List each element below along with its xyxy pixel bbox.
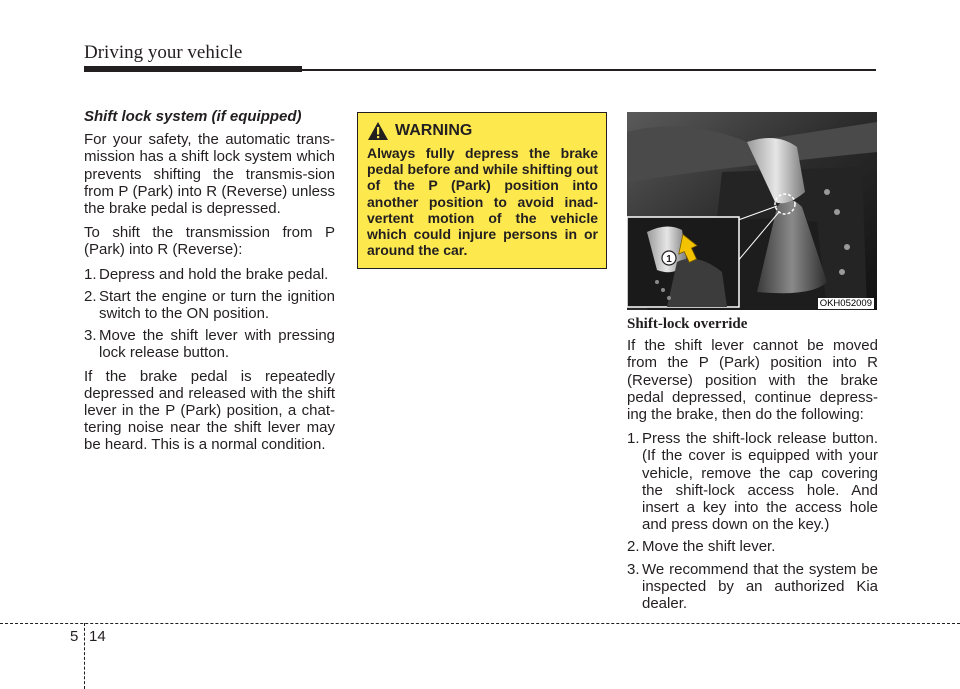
right-column: [627, 316, 878, 618]
override-subtitle: Shift-lock override: [627, 316, 748, 332]
warning-triangle-icon: [367, 121, 389, 141]
list-item: [84, 288, 335, 322]
footer-rule: [0, 623, 960, 624]
step-text: Press the shift-lock release button. (If the cover is equipped with your vehicle, remove the cap covering the shift-lock access hole. And insert a key into the access hole and press down on the key.): [642, 430, 878, 534]
step-text: Start the engine or turn the ignition switch to the ON position.: [99, 287, 335, 323]
callout-number: 1: [666, 254, 672, 265]
header-bar: [84, 66, 302, 72]
step-number: 2.: [84, 287, 97, 305]
warning-box: [357, 112, 607, 269]
list-item: [84, 327, 335, 361]
step-number: 3.: [84, 327, 97, 345]
list-item: [627, 430, 878, 533]
step-number: 3.: [627, 560, 640, 578]
chapter-number: 5: [70, 628, 79, 645]
footer-divider: [84, 623, 85, 689]
header-rule: [302, 69, 876, 71]
list-item: [84, 266, 335, 283]
page-header-title: Driving your vehicle: [84, 42, 243, 63]
page-number: 14: [89, 628, 106, 645]
step-number: 2.: [627, 538, 640, 556]
left-column: [84, 108, 335, 461]
shift-lever-photo: [627, 112, 877, 310]
warning-title: WARNING: [395, 122, 473, 139]
step-text: Depress and hold the brake pedal.: [99, 265, 329, 283]
section-title: Shift lock system (if equipped): [84, 108, 302, 125]
list-item: [627, 561, 878, 613]
step-text: Move the shift lever.: [642, 538, 776, 556]
override-steps-list: [627, 430, 878, 612]
warning-header: [367, 121, 598, 141]
override-paragraph: If the shift lever cannot be moved from the P (Park) position into R (Reverse) position with the brake pedal depressed, continue depress-ing the brake, then do the following:: [627, 337, 878, 424]
shift-lever-illustration: [627, 112, 877, 310]
shift-steps-list: [84, 266, 335, 362]
step-number: 1.: [84, 265, 97, 283]
step-text: We recommend that the system be inspected by an authorized Kia dealer.: [642, 560, 878, 613]
closing-paragraph: If the brake pedal is repeatedly depressed and released with the shift lever in the P (Park) position, a chat-tering noise near the shift lever may be heard. This is a normal condition.: [84, 367, 335, 454]
list-item: [627, 538, 878, 555]
warning-text: Always fully depress the brake pedal before and while shifting out of the P (Park) position into another position to avoid inad-vertent motion of the vehicle which could injure persons in or around the car.: [367, 145, 599, 259]
step-number: 1.: [627, 430, 640, 448]
instruction-paragraph: To shift the transmission from P (Park) into R (Reverse):: [84, 224, 335, 259]
figure-code: OKH052009: [819, 298, 872, 309]
step-text: Move the shift lever with pressing lock release button.: [99, 327, 335, 362]
intro-paragraph: For your safety, the automatic trans-mission has a shift lock system which prevents shifting the transmis-sion from P (Park) into R (Reverse) unless the brake pedal is depressed.: [84, 131, 335, 218]
